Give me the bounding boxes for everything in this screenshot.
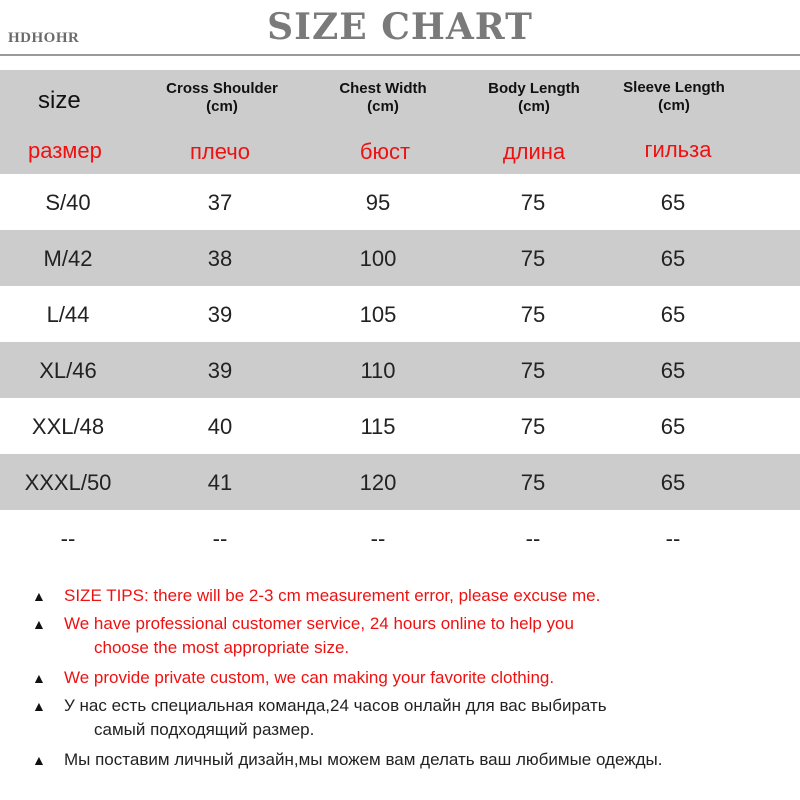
table-row: [0, 398, 800, 454]
tip-text: [64, 612, 574, 660]
value-cell: 65: [660, 246, 686, 271]
brand-logo: HDHOHR: [8, 30, 80, 46]
header-chest-width-en: Chest Width: [339, 80, 427, 97]
value-cell: --: [525, 526, 541, 551]
header-body-length-en: Body Length: [488, 80, 580, 97]
value-cell: 115: [360, 414, 396, 439]
size-cell: S/40: [45, 190, 91, 215]
value-cell: 100: [359, 246, 397, 271]
value-cell: 110: [360, 358, 396, 383]
table-row: [0, 342, 800, 398]
value-cell: 75: [520, 190, 546, 215]
value-cell: --: [212, 526, 228, 551]
size-cell: XXL/48: [31, 414, 105, 439]
header-sleeve-length-unit: (cm): [658, 97, 690, 114]
header-cross-shoulder: [152, 80, 292, 116]
header-cross-shoulder-en: Cross Shoulder: [166, 80, 278, 97]
tip-line: У нас есть специальная команда,24 часов онлайн для вас выбирать: [64, 696, 607, 715]
header-chest-width-unit: (cm): [367, 98, 399, 115]
tip-text: [64, 748, 662, 772]
table-header: [0, 70, 800, 174]
tip-line: We provide private custom, we can making your favorite clothing.: [64, 668, 555, 687]
value-cell: 75: [520, 302, 546, 327]
value-cell: 65: [660, 470, 686, 495]
value-cell: 39: [207, 358, 233, 383]
tip-text: [64, 694, 607, 742]
header-body-length: [464, 80, 604, 116]
header-cross-shoulder-unit: (cm): [206, 98, 238, 115]
table-row: [0, 510, 800, 566]
title-divider: [0, 54, 800, 56]
value-cell: 120: [359, 470, 397, 495]
tip-line: Мы поставим личный дизайн,мы можем вам делать ваш любимые одежды.: [64, 750, 663, 769]
value-cell: 75: [520, 470, 546, 495]
header-chest-width: [313, 80, 453, 116]
value-cell: 105: [359, 302, 397, 327]
value-cell: 41: [207, 470, 233, 495]
triangle-up-icon: ▲: [32, 616, 46, 632]
value-cell: 39: [207, 302, 233, 327]
value-cell: 65: [660, 414, 686, 439]
header-sleeve-length-en: Sleeve Length: [623, 79, 725, 96]
value-cell: 95: [365, 190, 391, 215]
table-row: [0, 286, 800, 342]
value-cell: 40: [207, 414, 233, 439]
triangle-up-icon: ▲: [32, 752, 46, 768]
page-title: SIZE CHART: [267, 6, 533, 48]
tip-line: SIZE TIPS: there will be 2-3 cm measurement error, please excuse me.: [64, 586, 601, 605]
size-cell: XXXL/50: [24, 470, 112, 495]
header-sleeve-length: [604, 79, 744, 115]
header-chest-width-ru: бюст: [359, 139, 411, 164]
value-cell: 65: [660, 302, 686, 327]
value-cell: 65: [660, 358, 686, 383]
header-cross-shoulder-ru: плечо: [190, 139, 250, 164]
triangle-up-icon: ▲: [32, 698, 46, 714]
value-cell: --: [665, 526, 681, 551]
header-size-label: size: [38, 87, 81, 114]
size-cell: L/44: [46, 302, 90, 327]
value-cell: 37: [207, 190, 233, 215]
value-cell: 38: [207, 246, 233, 271]
header-body-length-ru: длина: [502, 139, 566, 164]
value-cell: 75: [520, 414, 546, 439]
table-row: [0, 174, 800, 230]
value-cell: 75: [520, 246, 546, 271]
tip-text: [64, 584, 600, 608]
table-row: [0, 230, 800, 286]
tip-text: [64, 666, 554, 690]
size-cell: XL/46: [39, 358, 97, 383]
header-body-length-unit: (cm): [518, 98, 550, 115]
header-sleeve-length-ru: гильза: [644, 137, 712, 162]
tip-line: самый подходящий размер.: [94, 720, 315, 739]
table-row: [0, 454, 800, 510]
tip-line: We have professional customer service, 24 hours online to help you: [64, 614, 574, 633]
header-size-ru: размер: [28, 138, 102, 163]
value-cell: 65: [660, 190, 686, 215]
value-cell: 75: [520, 358, 546, 383]
triangle-up-icon: ▲: [32, 588, 46, 604]
value-cell: --: [370, 526, 386, 551]
size-cell: M/42: [43, 246, 93, 271]
triangle-up-icon: ▲: [32, 670, 46, 686]
size-cell: --: [60, 526, 76, 551]
tip-line: choose the most appropriate size.: [94, 638, 350, 657]
